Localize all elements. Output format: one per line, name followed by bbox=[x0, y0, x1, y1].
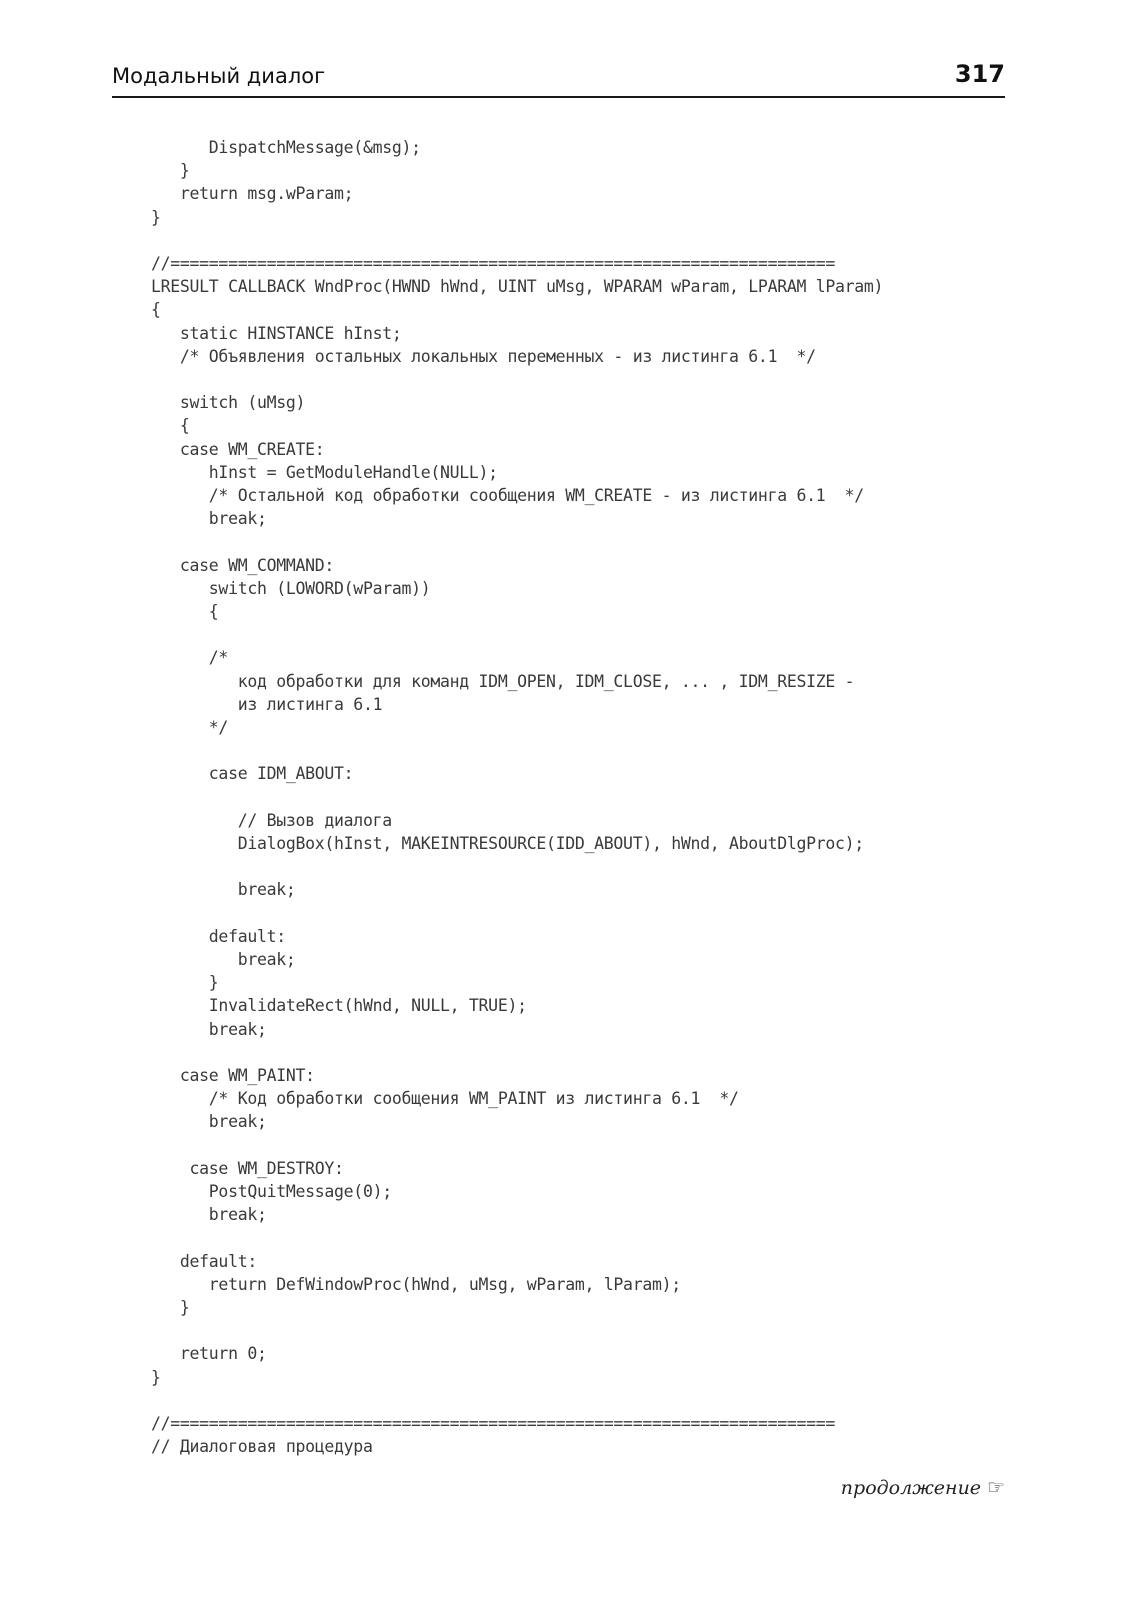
code-line: из листинга 6.1 bbox=[151, 694, 383, 714]
code-line: switch (uMsg) bbox=[151, 393, 306, 413]
code-line: return 0; bbox=[151, 1344, 267, 1364]
continuation-note bbox=[841, 1475, 1005, 1499]
continuation-label: продолжение bbox=[840, 1477, 982, 1499]
code-line: case WM_COMMAND: bbox=[151, 555, 335, 575]
code-line: PostQuitMessage(0); bbox=[151, 1182, 392, 1201]
code-line: // Диалоговая процедура bbox=[151, 1437, 373, 1457]
running-head-title: Модальный диалог bbox=[112, 64, 326, 88]
code-line: } bbox=[151, 1298, 190, 1317]
code-line: /* Объявления остальных локальных переменных - из листинга 6.1 */ bbox=[151, 346, 816, 366]
code-line: DispatchMessage(&msg); bbox=[151, 138, 421, 157]
code-line: break; bbox=[151, 1019, 267, 1039]
code-line: break; bbox=[151, 509, 267, 529]
pointing-hand-icon: ☞ bbox=[987, 1475, 1005, 1499]
page-header bbox=[112, 60, 1005, 98]
code-line: LRESULT CALLBACK WndProc(HWND hWnd, UINT uMsg, WPARAM wParam, LPARAM lParam) bbox=[151, 277, 884, 297]
code-line: DialogBox(hInst, MAKEINTRESOURCE(IDD_ABOUT), hWnd, AboutDlgProc); bbox=[151, 834, 864, 853]
code-line: //===================================================================== bbox=[151, 254, 836, 273]
code-line: default: bbox=[151, 926, 286, 946]
code-line: //===================================================================== bbox=[151, 1414, 836, 1433]
code-line: } bbox=[151, 973, 219, 993]
code-line: case WM_CREATE: bbox=[151, 439, 325, 459]
code-line: { bbox=[151, 602, 219, 621]
code-line: } bbox=[151, 161, 190, 181]
code-line: InvalidateRect(hWnd, NULL, TRUE); bbox=[151, 996, 527, 1016]
code-line: break; bbox=[151, 1112, 267, 1132]
code-line: switch (LOWORD(wParam)) bbox=[151, 578, 431, 598]
code-line: */ bbox=[151, 718, 229, 737]
code-line: } bbox=[151, 207, 161, 227]
code-line: case IDM_ABOUT: bbox=[151, 764, 354, 784]
code-line: /* bbox=[151, 648, 229, 668]
page-number: 317 bbox=[954, 60, 1005, 88]
code-line: return msg.wParam; bbox=[151, 184, 354, 204]
code-line: код обработки для команд IDM_OPEN, IDM_CLOSE, ... , IDM_RESIZE - bbox=[151, 671, 855, 691]
code-line: // Вызов диалога bbox=[151, 810, 392, 830]
code-line: { bbox=[151, 416, 190, 436]
code-line: return DefWindowProc(hWnd, uMsg, wParam, lParam); bbox=[151, 1274, 681, 1294]
code-line: break; bbox=[151, 880, 296, 900]
code-line: /* Код обработки сообщения WM_PAINT из листинга 6.1 */ bbox=[151, 1089, 739, 1109]
code-line: default: bbox=[151, 1251, 257, 1271]
code-line: break; bbox=[151, 1205, 267, 1225]
code-line: case WM_PAINT: bbox=[151, 1066, 315, 1085]
code-line: { bbox=[151, 300, 161, 320]
code-line: break; bbox=[151, 950, 296, 969]
code-line: } bbox=[151, 1367, 161, 1387]
code-line: static HINSTANCE hInst; bbox=[151, 323, 402, 343]
code-line: /* Остальной код обработки сообщения WM_CREATE - из листинга 6.1 */ bbox=[151, 486, 864, 505]
code-line: hInst = GetModuleHandle(NULL); bbox=[151, 462, 498, 482]
code-line: case WM_DESTROY: bbox=[151, 1158, 344, 1178]
